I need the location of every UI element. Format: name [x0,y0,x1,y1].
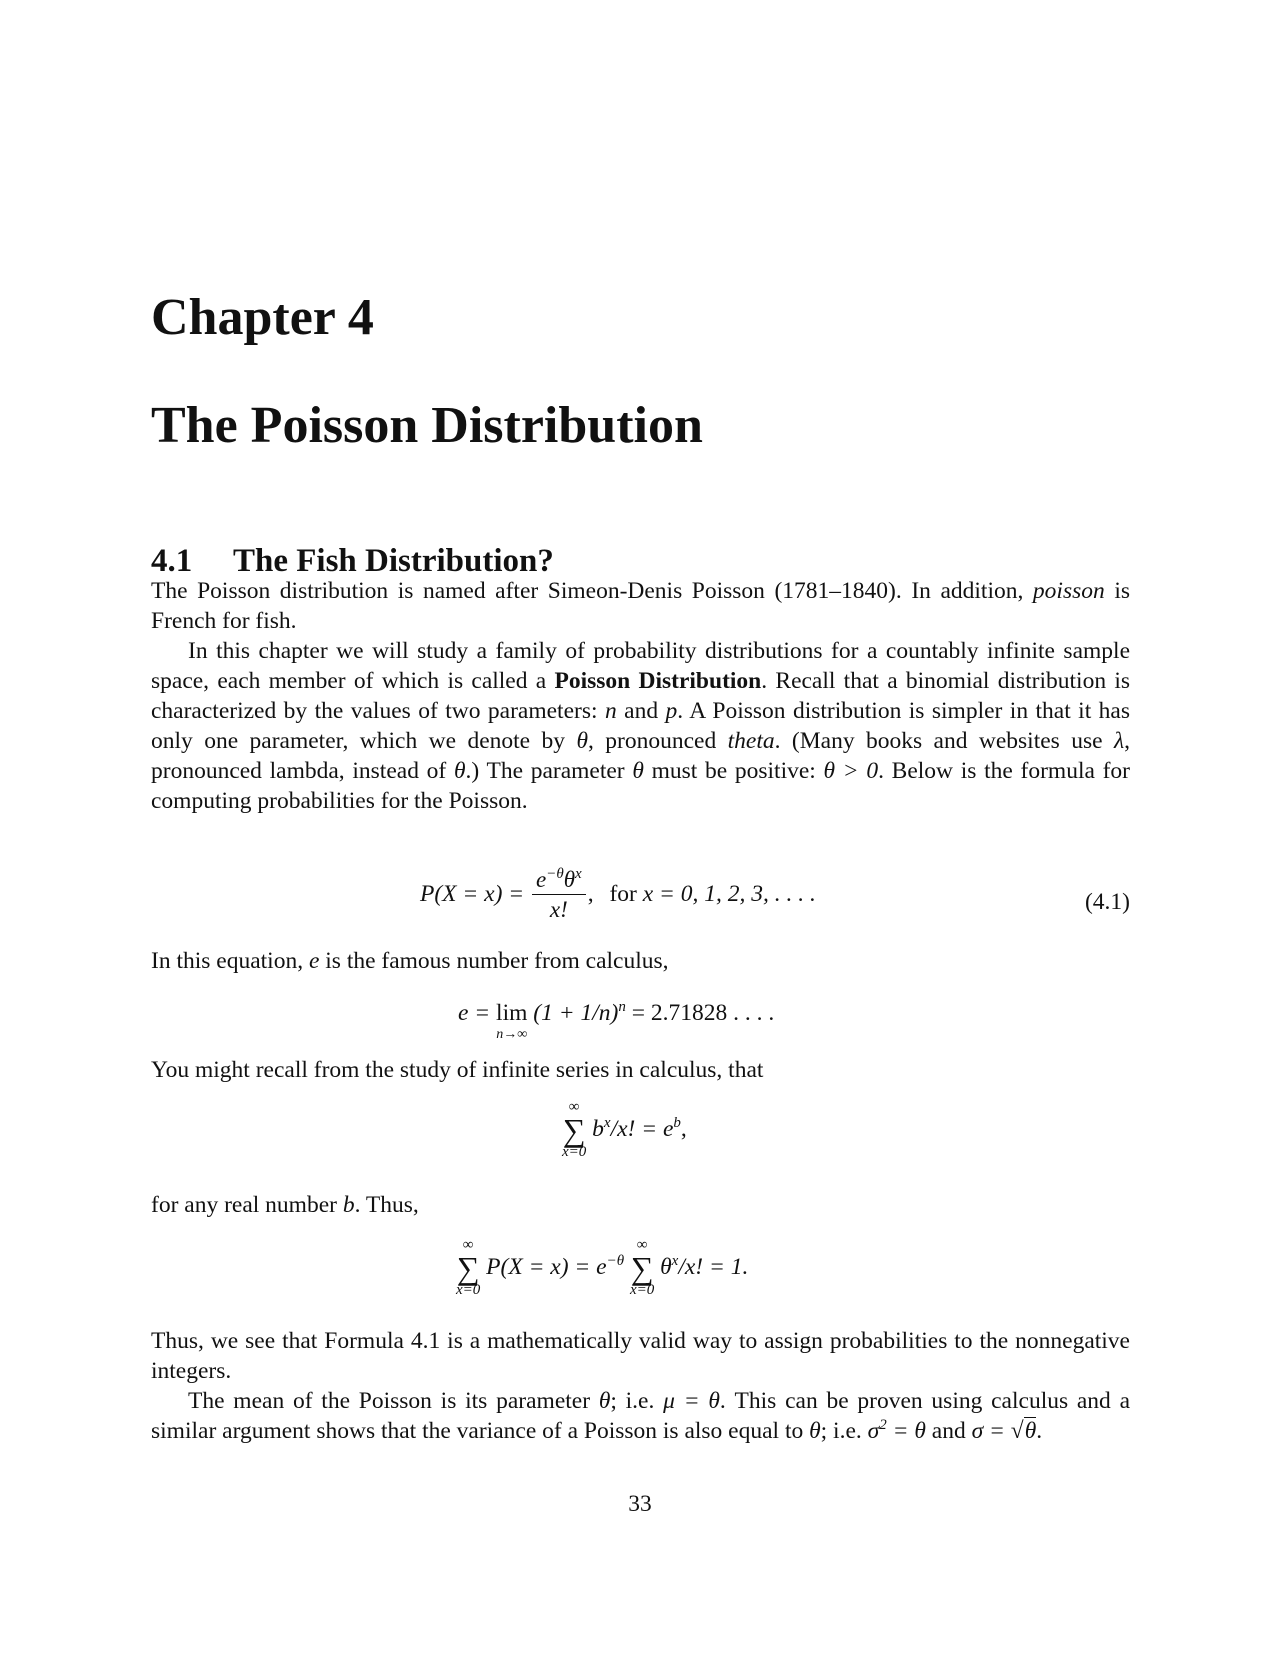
equation-exponential-series: ∞ ∑ x=0 $b^x/x$! = $e^b$, [562,1099,687,1160]
paragraph-3-container [151,946,1130,976]
fraction: $\frac{e^{-\theta}\theta^x}{x!}$ [532,868,586,921]
section-title: The Fish Distribution? [233,543,554,579]
page-number: 33 [628,1491,652,1517]
paragraph-4-container [151,1055,1130,1085]
summation: ∞ ∑ x=0 [562,1099,587,1160]
equation-number: (4.1) [1084,889,1130,915]
equation-probability-sum: ∞ ∑ x=0 $P(X = x) = e^{-\theta}$ ∞ ∑ x=0 $\theta^x/x$! = 1. [456,1237,749,1298]
paragraph-2: In this chapter we will study a family of probability distributions for a countably infinite sample space, each member of which is called a Poisson Distribution. Recall that a binomial distribution is characterized by the values of two parameters: n and p. A Poisson distribution is simpler in that it has only one parameter, which we denote by θ, pronounced theta. (Many books and websites use λ, pronounced lambda, instead of θ.) The parameter θ must be positive: θ > 0. Below is the formula for computing probabilities for the Poisson. [151,638,1131,814]
closing-paragraphs [151,1326,1130,1446]
paragraph-3: In this equation, e is the famous number from calculus, [151,948,669,974]
chapter-title: The Poisson Distribution [151,397,703,454]
summation-2: ∞ ∑ x=0 [629,1237,655,1298]
paragraph-5-container [151,1190,1130,1220]
intro-paragraphs [151,576,1130,816]
summation-1: ∞ ∑ x=0 [456,1237,481,1298]
paragraph-5: for any real number b. Thus, [151,1192,419,1218]
equation-4-1: P(X = x) = $\frac{e^{-\theta}\theta^x}{x!}$ , for x = 0, 1, 2, 3, . . . . [420,866,816,922]
paragraph-4: You might recall from the study of infinite series in calculus, that [151,1057,764,1083]
limit-operator: lim n→∞ [496,1000,528,1042]
paragraph-1: The Poisson distribution is named after Simeon-Denis Poisson (1781–1840). In addition, poisson is French for fish. [151,578,1130,634]
paragraph-7: The mean of the Poisson is its parameter θ; i.e. μ = θ. This can be proven using calculus and a similar argument shows that the variance of a Poisson is also equal to θ; i.e. $\sigma^2 = \theta$ and σ = √θ. [151,1388,1131,1444]
paragraph-6: Thus, we see that Formula 4.1 is a mathematically valid way to assign probabilities to the nonnegative integers. [151,1328,1130,1384]
equation-e-limit: e = lim n→∞ $(1 + 1/n)^n = 2.71828$ . . . . [458,999,775,1042]
section-heading [151,545,554,578]
chapter-number: Chapter 4 [151,289,374,346]
section-number: 4.1 [151,543,193,579]
